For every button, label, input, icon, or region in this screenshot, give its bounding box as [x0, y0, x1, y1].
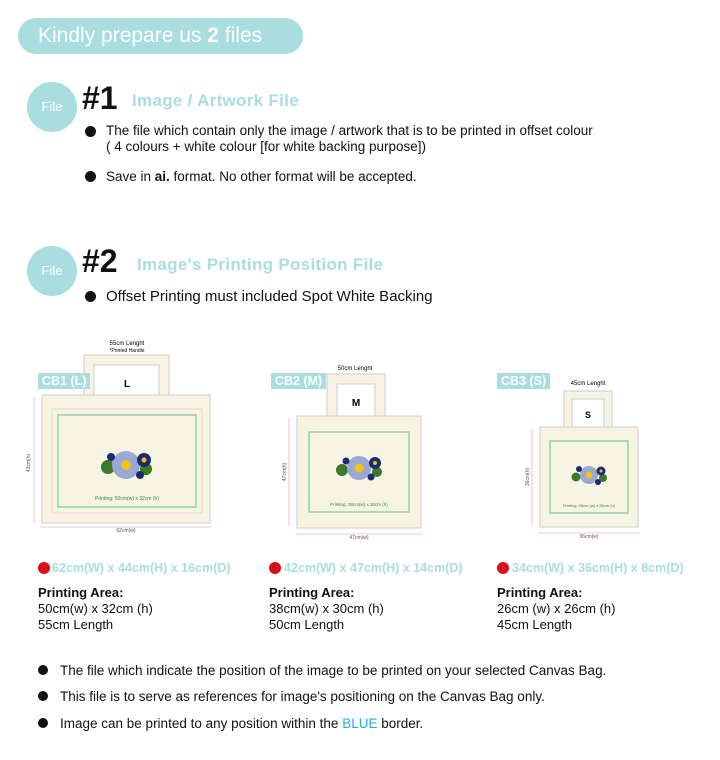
banner-suffix: files — [218, 24, 263, 47]
size-letter: L — [123, 379, 131, 390]
bag-medium-pa-length: 50cm Length — [269, 617, 345, 632]
bullet-icon — [85, 126, 96, 137]
bag-small-pa-length: 45cm Length — [497, 617, 573, 632]
banner — [18, 18, 303, 54]
note-2: This file is to serve as references for image's positioning on the Canvas Bag only. — [60, 689, 545, 704]
note-3-blue-word: BLUE — [342, 716, 378, 731]
bag-tag-small: CB3 (S) — [497, 373, 550, 389]
bullet-icon — [38, 665, 48, 675]
file2-number: #2 — [82, 243, 118, 279]
file1-badge: File — [27, 82, 77, 132]
file2-badge: File — [27, 246, 77, 296]
bag-tag-medium: CB2 (M) — [271, 373, 326, 389]
bag-diagram-small — [520, 375, 655, 545]
bag-medium-dims: 42cm(W) x 47cm(H) x 14cm(D) — [284, 561, 463, 575]
handle-note: 45cm Lenght — [570, 381, 606, 387]
handle-note: 50cm Lenght — [337, 366, 373, 372]
note-3-suffix: border. — [377, 716, 424, 731]
bullet-icon — [38, 691, 48, 701]
bag-tag-large: CB1 (L) — [38, 373, 90, 389]
width-note: 36cm(w) — [579, 534, 599, 540]
banner-prefix: Kindly prepare us — [38, 24, 208, 47]
print-note: Printing: 50cm(w) x 32cm (h) — [95, 496, 159, 502]
bullet-icon — [85, 291, 96, 302]
file1-bullet2-format: ai. — [154, 169, 170, 184]
file1-title: Image / Artwork File — [132, 91, 299, 110]
bag-diagram-large — [22, 335, 232, 535]
bag-small-dims: 34cm(W) x 36cm(H) x 8cm(D) — [512, 561, 684, 575]
note-3-prefix: Image can be printed to any position within the — [60, 716, 343, 731]
height-note: 36cm(h) — [525, 467, 531, 487]
file1-bullet1-line2: ( 4 colours + white colour [for white backing purpose]) — [106, 139, 427, 154]
file1-bullet2-suffix: format. No other format will be accepted. — [169, 169, 417, 184]
width-note: 62cm(w) — [116, 528, 136, 534]
file2-bullet1: Offset Printing must included Spot White Backing — [106, 288, 433, 305]
file1-bullet1-line1: The file which contain only the image / artwork that is to be printed in offset colour — [106, 123, 593, 138]
bag-large-dims: 62cm(W) x 44cm(H) x 16cm(D) — [52, 561, 231, 575]
bullet-icon — [85, 171, 96, 182]
bag-medium-pa-size: 38cm(w) x 30cm (h) — [269, 601, 384, 616]
size-letter: S — [584, 410, 592, 420]
bag-medium-pa-title: Printing Area: — [269, 585, 355, 600]
bullet-icon — [38, 562, 50, 574]
height-note: 47cm(h) — [282, 462, 288, 482]
bag-small-pa-title: Printing Area: — [497, 585, 583, 600]
size-letter: M — [351, 398, 361, 409]
print-note: Printing: 26cm (w) x 26cm (h) — [562, 503, 616, 508]
bag-large-pa-size: 50cm(w) x 32cm (h) — [38, 601, 153, 616]
width-note: 47cm(w) — [349, 535, 369, 540]
note-3 — [60, 716, 423, 731]
bag-small-pa-size: 26cm (w) x 26cm (h) — [497, 601, 616, 616]
bullet-icon — [269, 562, 281, 574]
file1-bullet2-prefix: Save in — [106, 169, 155, 184]
bag-large-pa-title: Printing Area: — [38, 585, 124, 600]
file2-title: Image's Printing Position File — [137, 255, 384, 274]
note-1: The file which indicate the position of the image to be printed on your selected Canvas Bag. — [60, 663, 607, 678]
print-note: Printing: 38cm(w) x 30cm (h) — [330, 502, 388, 507]
height-note: 43cm(h) — [26, 453, 32, 473]
bullet-icon — [497, 562, 509, 574]
handle-note: 55cm Lenght — [109, 341, 145, 347]
handle-note2: *Printed Handle — [109, 348, 145, 354]
bag-large-pa-length: 55cm Length — [38, 617, 114, 632]
bullet-icon — [38, 718, 48, 728]
file1-bullet2 — [106, 169, 417, 184]
banner-count: 2 — [207, 24, 219, 47]
file1-number: #1 — [82, 80, 118, 116]
